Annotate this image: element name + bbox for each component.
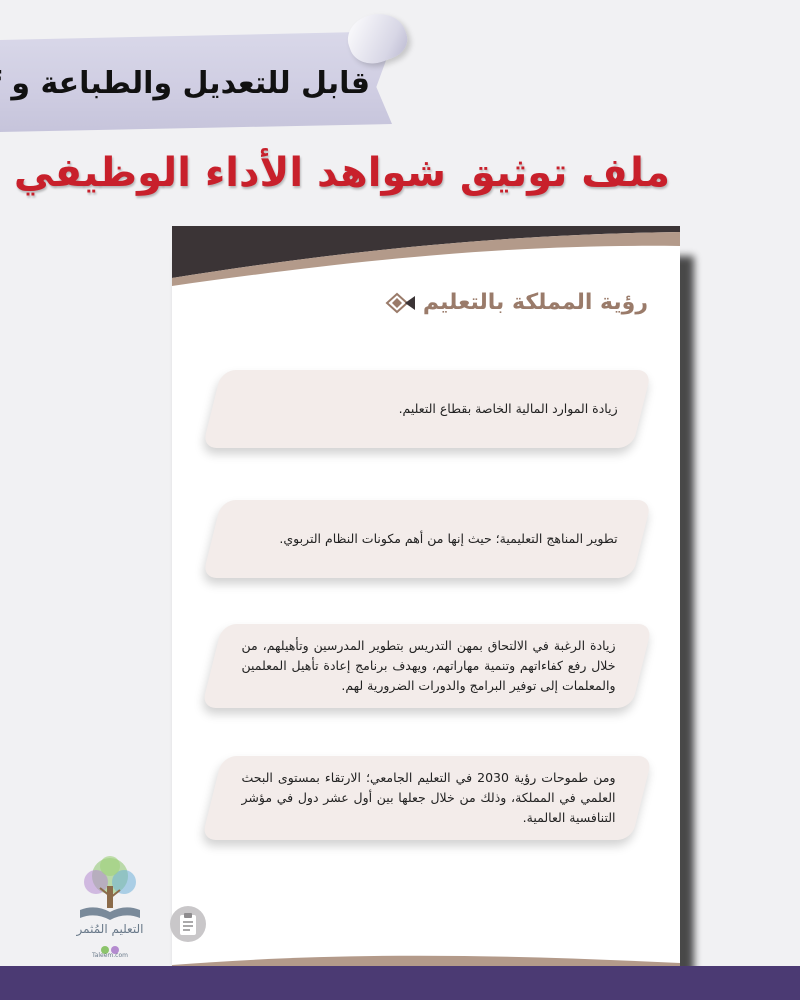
bottom-bar [0,966,800,1000]
card-4-text: ومن طموحات رؤية 2030 في التعليم الجامعي؛ الارتقاء بمستوى البحث العلمي في المملكة، وذلك من خلال جعلها بين أول عشر دول في مؤشر التنافسية العالمية. [241,770,616,825]
banner-label: قابل للتعديل والطباعة و [11,66,370,101]
document-page [172,226,680,971]
section-heading-text: رؤية المملكة بالتعليم [422,290,648,315]
tree-book-logo [70,852,150,964]
diamond-arrow-icon [383,292,417,314]
top-swoosh [172,226,680,286]
card-3-text: زيادة الرغبة في الالتحاق بمهن التدريس بتطوير المدرسين وتأهيلهم، من خلال رفع كفاءاتهم وتنمية مهاراتهم، ويهدف برنامج إعادة تأهيل المعلمين والمعلمات إلى توفير البرامج والدورات الضرورية لهم. [241,638,616,693]
card-2-text: تطوير المناهج التعليمية؛ حيث إنها من أهم مكونات النظام التربوي. [279,531,618,546]
page-title: ملف توثيق شواهد الأداء الوظيفي [13,150,670,196]
card-4 [202,756,653,840]
clipboard-icon [170,906,206,942]
card-2 [202,500,651,578]
section-heading [383,290,648,315]
card-1 [202,370,651,448]
logo-name: التعليم المُثمر [76,922,144,936]
card-3 [202,624,653,708]
logo-url: Taleem.com [92,952,128,959]
clipboard-glyph-icon [178,912,198,936]
card-1-text: زيادة الموارد المالية الخاصة بقطاع التعليم. [398,401,618,416]
